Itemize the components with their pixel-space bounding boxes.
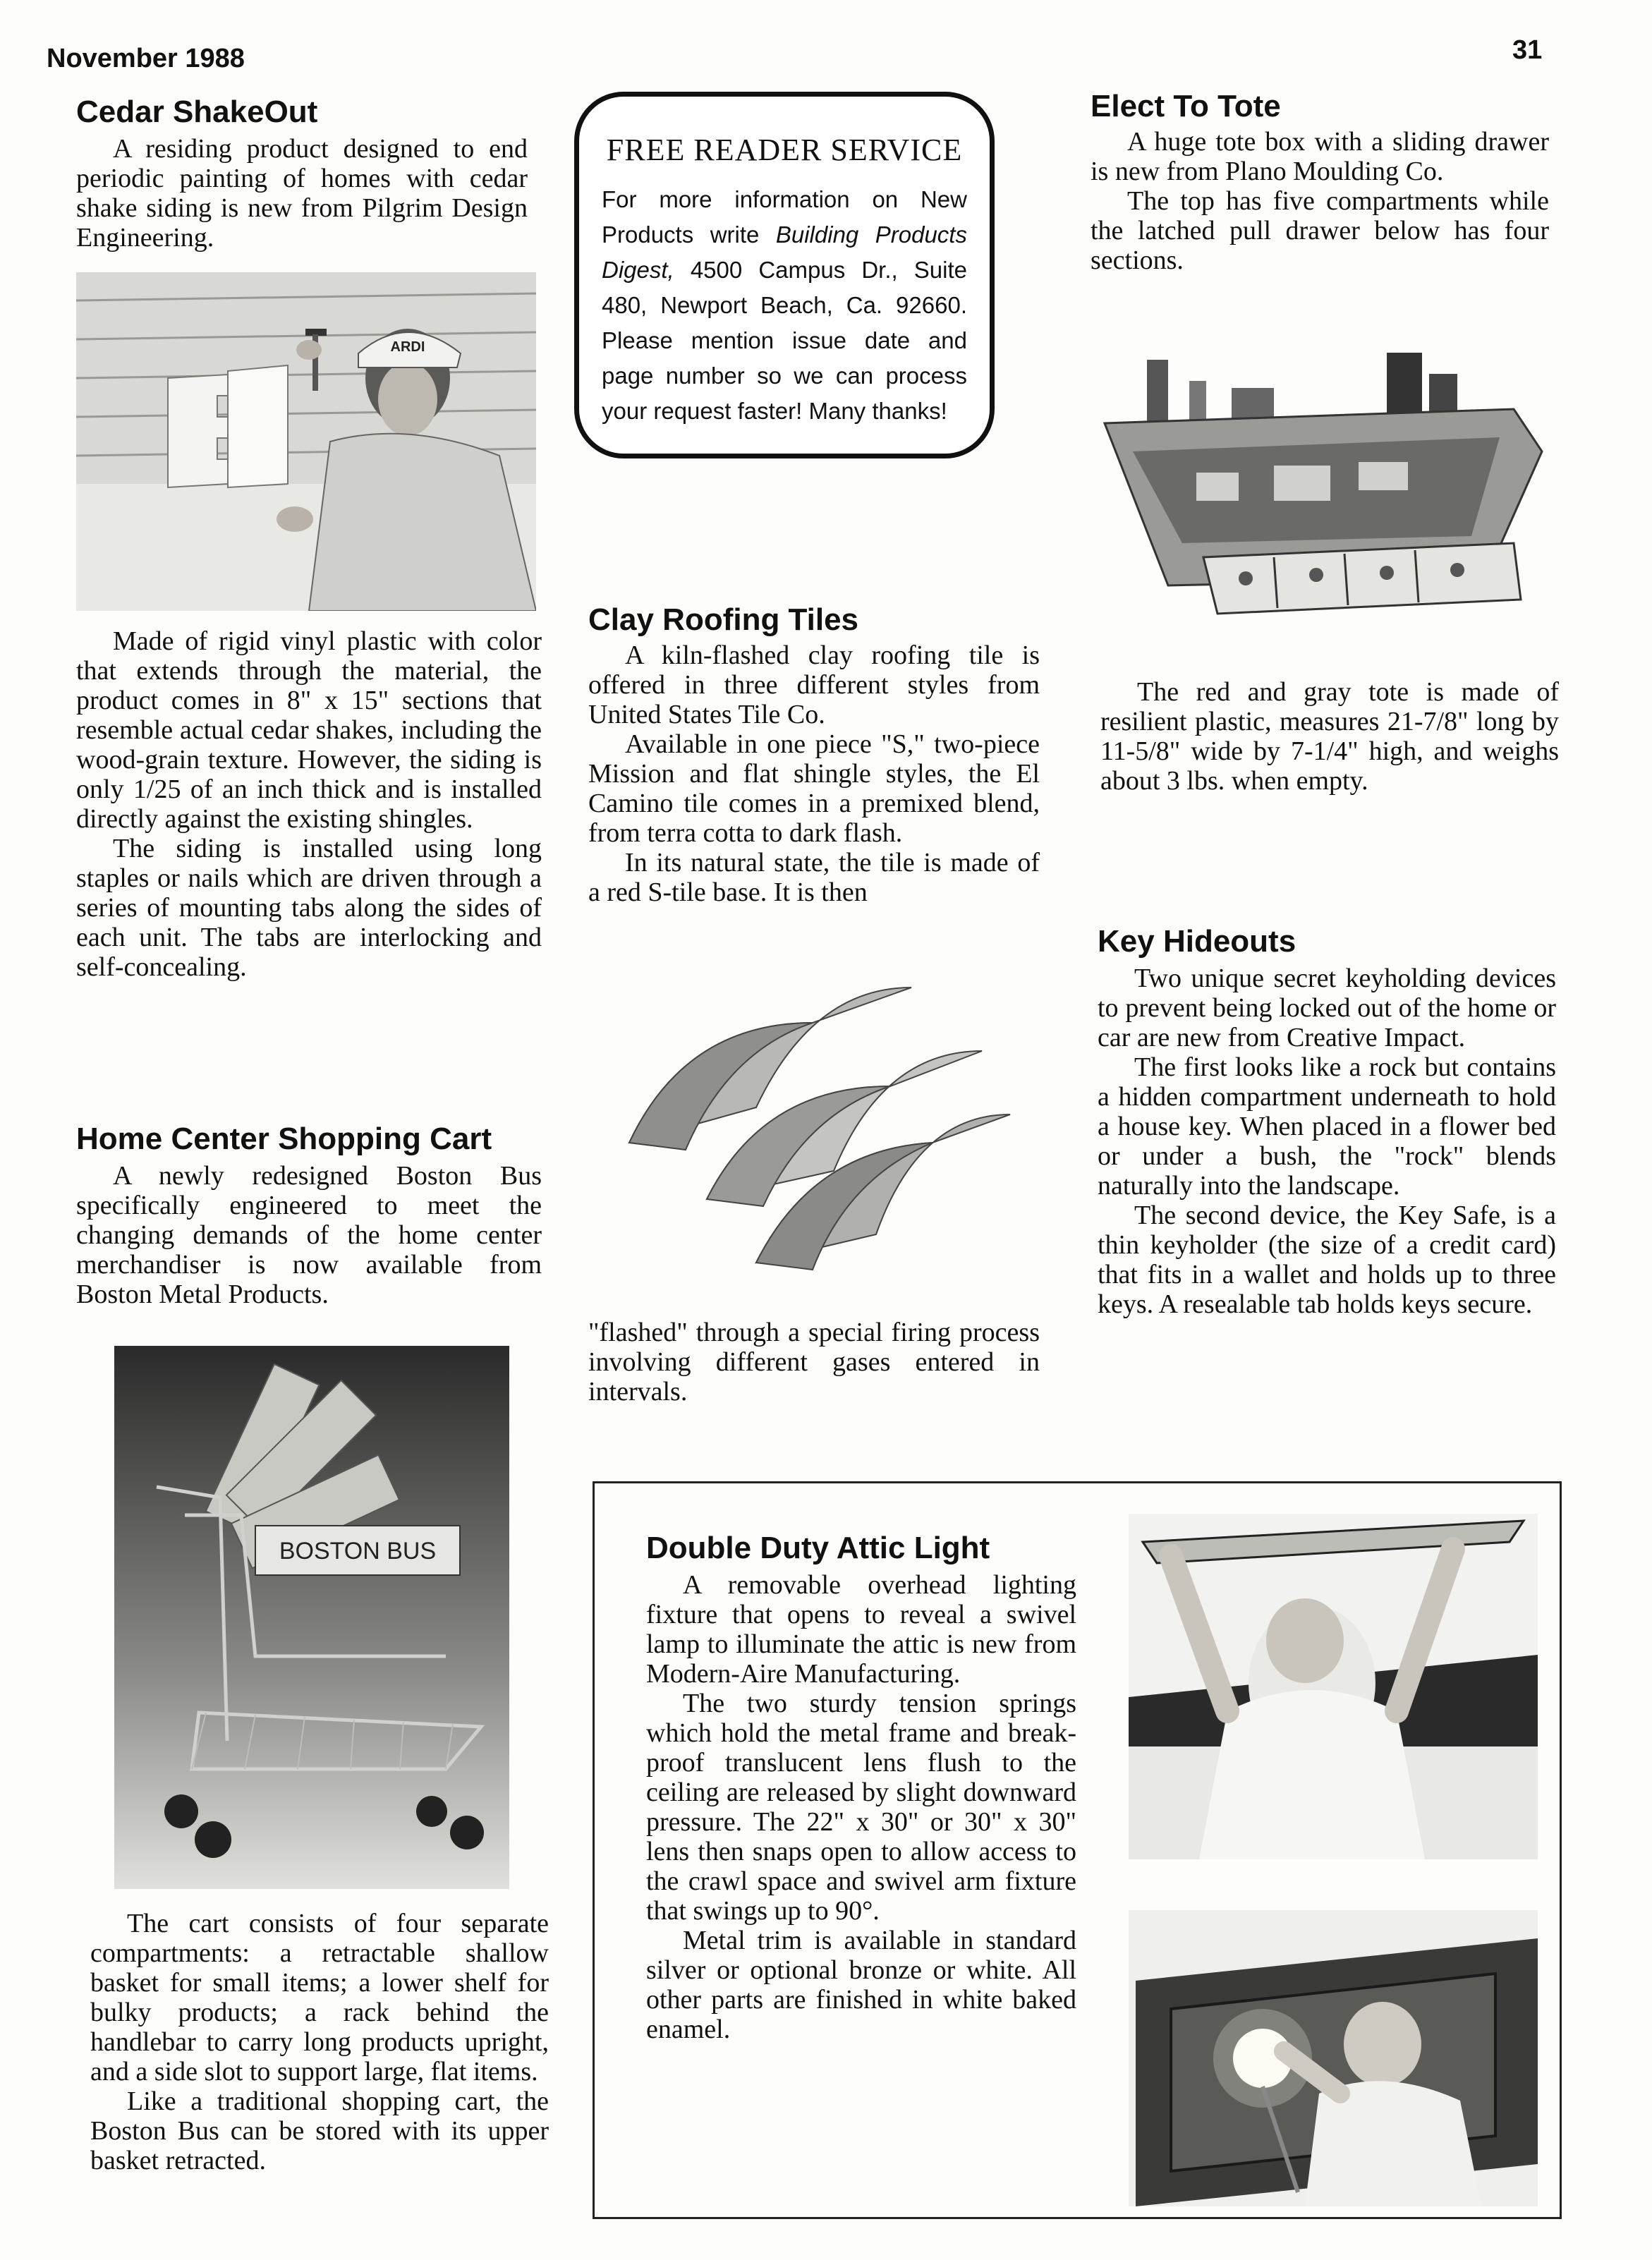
key-body <box>1098 964 1556 1319</box>
cart-p1: The cart consists of four separate compartments: a retractable shallow basket for small items; a lower shelf for bulky products; a rack behind the handlebar to carry long products upright, and a side slot to support large, flat items. <box>90 1909 549 2086</box>
cedar-intro-text: A residing product designed to end periodic painting of homes with cedar shake siding is new from Pilgrim Design Engineering. <box>76 134 528 253</box>
clay-tiles-photo <box>601 966 1024 1298</box>
clay-body-cont <box>588 1318 1040 1407</box>
cedar-p1: Made of rigid vinyl plastic with color that extends through the material, the product comes in 8" x 15" sections that resemble actual cedar shakes, including the wood-grain texture. However, the siding is only 1/25 of an inch thick and is installed directly against the existing shingles. <box>76 626 542 834</box>
attic-light-photo-top <box>1129 1514 1538 1859</box>
tote-p3: The red and gray tote is made of resilient plastic, measures 21-7/8" long by 11-5/8" wide by 7-1/4" high, and weighs about 3 lbs. when empty. <box>1100 677 1559 796</box>
reader-service-text-b: 4500 Campus Dr., Suite 480, Newport Beach, Ca. 92660. Please mention issue date and page number so we can process your request faster! Many thanks! <box>602 257 967 424</box>
key-p3: The second device, the Key Safe, is a thin keyholder (the size of a credit card) that fits in a wallet and holds up to three keys. A resealable tab holds keys secure. <box>1098 1201 1556 1319</box>
cart-intro-text: A newly redesigned Boston Bus specifically engineered to meet the changing demands of the home center merchandiser is now available from Boston Metal Products. <box>76 1161 542 1309</box>
tote-p2: The top has five compartments while the latched pull drawer below has four sections. <box>1091 186 1549 275</box>
cedar-siding-photo <box>76 272 536 611</box>
clay-p3: In its natural state, the tile is made of a red S-tile base. It is then <box>588 848 1040 907</box>
cap-logo-text: ARDI <box>390 339 425 355</box>
key-title: Key Hideouts <box>1098 924 1296 959</box>
clay-p2: Available in one piece "S," two-piece Mission and flat shingle styles, the El Camino tile comes in a premixed blend, from terra cotta to dark flash. <box>588 729 1040 848</box>
tote-p1: A huge tote box with a sliding drawer is new from Plano Moulding Co. <box>1091 127 1549 186</box>
clay-p4: "flashed" through a special firing process involving different gases entered in intervals. <box>588 1318 1040 1407</box>
tote-intro <box>1091 127 1549 275</box>
cart-sign-text: BOSTON BUS <box>279 1538 437 1565</box>
attic-light-photo-bottom <box>1129 1910 1538 2206</box>
clay-title: Clay Roofing Tiles <box>588 602 859 637</box>
tote-title: Elect To Tote <box>1091 89 1281 123</box>
page-number: 31 <box>1512 35 1543 65</box>
issue-date: November 1988 <box>47 44 245 73</box>
reader-service-publication: Building Products Digest, <box>602 221 967 283</box>
cedar-p2: The siding is installed using long staples or nails which are driven through a series of mounting tabs along the sides of each unit. The tabs are interlocking and self-concealing. <box>76 834 542 982</box>
reader-service-text <box>602 182 967 429</box>
reader-service-box <box>574 92 995 458</box>
attic-p2: The two sturdy tension springs which hold the metal frame and break-proof translucent lens flush to the ceiling are released by slight downward pressure. The 22" x 30" or 30" x 30" lens then snaps open to allow access to the crawl space and swivel arm fixture that swings up to 90°. <box>646 1689 1076 1926</box>
clay-p1: A kiln-flashed clay roofing tile is offered in three different styles from United States Tile Co. <box>588 640 1040 729</box>
clay-body <box>588 640 1040 907</box>
attic-p3: Metal trim is available in standard silver or optional bronze or white. All other parts are finished in white baked enamel. <box>646 1926 1076 2044</box>
tote-box-photo <box>1091 346 1549 656</box>
cedar-body <box>76 626 542 982</box>
key-p1: Two unique secret keyholding devices to prevent being locked out of the home or car are new from Creative Impact. <box>1098 964 1556 1052</box>
attic-body <box>646 1570 1076 2044</box>
cedar-intro <box>76 134 528 253</box>
reader-service-text-a: For more information on New Products write <box>602 186 967 248</box>
tote-body <box>1100 677 1559 796</box>
attic-p1: A removable overhead lighting fixture that opens to reveal a swivel lamp to illuminate the attic is new from Modern-Aire Manufacturing. <box>646 1570 1076 1689</box>
cart-title: Home Center Shopping Cart <box>76 1122 492 1156</box>
cedar-title: Cedar ShakeOut <box>76 95 318 129</box>
key-p2: The first looks like a rock but contains a hidden compartment underneath to hold a house key. When placed in a flower bed or under a bush, the "rock" blends naturally into the landscape. <box>1098 1052 1556 1201</box>
shopping-cart-photo <box>114 1346 509 1889</box>
cart-intro <box>76 1161 542 1309</box>
reader-service-title: FREE READER SERVICE <box>606 133 963 167</box>
attic-title: Double Duty Attic Light <box>646 1531 990 1565</box>
cart-p2: Like a traditional shopping cart, the Boston Bus can be stored with its upper basket retracted. <box>90 2086 549 2175</box>
cart-body <box>90 1909 549 2175</box>
